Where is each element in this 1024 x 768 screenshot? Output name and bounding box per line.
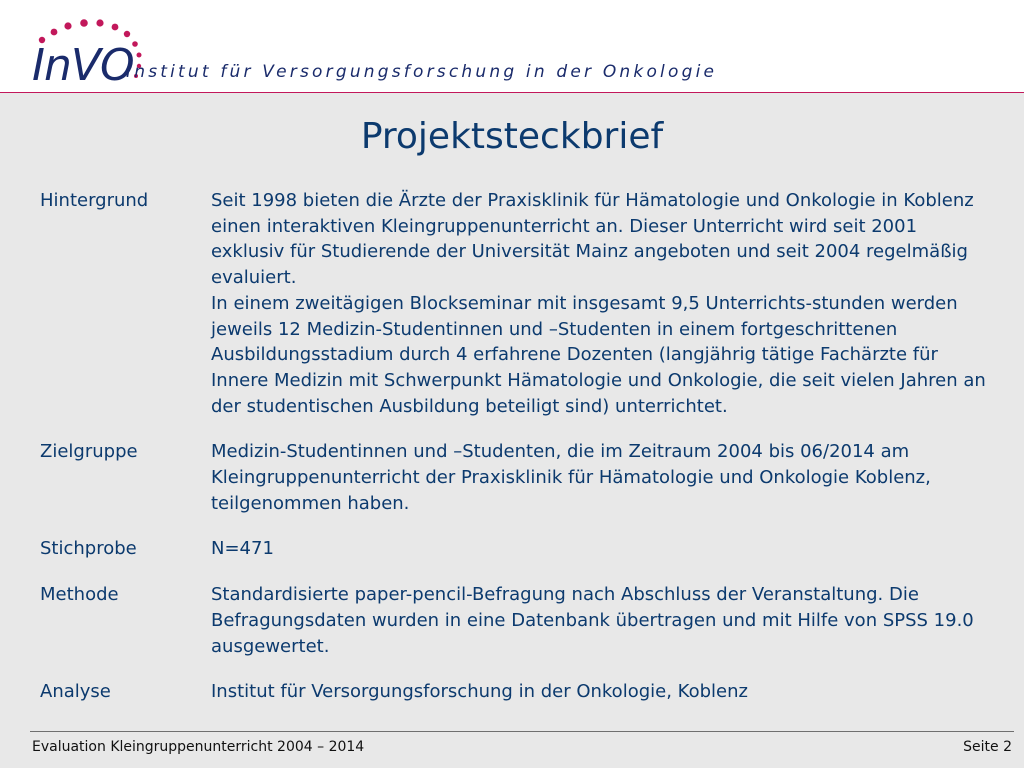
- row-analyse: [40, 679, 990, 705]
- row-label: Zielgruppe: [40, 441, 138, 463]
- page-title: Projektsteckbrief: [360, 116, 664, 157]
- row-label: Analyse: [40, 681, 111, 703]
- row-paragraph: Standardisierte paper-pencil-Befragung nach Abschluss der Veranstaltung. Die Befragungsdaten wurden in eine Datenbank übertragen und mit Hilfe von SPSS 19.0 ausgewertet.: [211, 584, 974, 657]
- row-paragraph: N=471: [211, 538, 274, 560]
- row-zielgruppe: [40, 439, 990, 516]
- profile-table: [40, 188, 990, 725]
- footer-divider: [30, 731, 1014, 732]
- footer-title: Evaluation Kleingruppenunterricht 2004 – 2014: [32, 739, 365, 755]
- row-label: Hintergrund: [40, 190, 149, 211]
- row-paragraph: Institut für Versorgungsforschung in der Onkologie, Koblenz: [211, 681, 748, 703]
- row-text: [211, 582, 990, 659]
- row-text: [211, 536, 990, 562]
- header: [0, 0, 1024, 93]
- row-label: Stichprobe: [40, 538, 137, 560]
- row-text: [211, 679, 990, 705]
- row-paragraph: Medizin-Studentinnen und –Studenten, die im Zeitraum 2004 bis 06/2014 am Kleingruppenunterricht der Praxisklinik für Hämatologie und Onkologie Koblenz, teilgenommen haben.: [211, 441, 931, 514]
- institute-name: Institut für Versorgungsforschung in der Onkologie: [126, 62, 718, 82]
- logo-text: InVO: [32, 40, 134, 86]
- row-paragraph: In einem zweitägigen Blockseminar mit insgesamt 9,5 Unterrichts-stunden werden jeweils 12 Medizin-Studentinnen und –Studenten in einem fortgeschrittenen Ausbildungsstadium durch 4 erfahrene Dozenten (langjährig tätige Fachärzte für Innere Medizin mit Schwerpunkt Hämatologie und Onkologie, die seit vielen Jahren an der studentischen Ausbildung beteiligt sind) unterrichtet.: [211, 292, 986, 417]
- row-methode: [40, 582, 990, 659]
- row-label: Methode: [40, 584, 119, 606]
- row-text: [211, 439, 990, 516]
- row-stichprobe: [40, 536, 990, 562]
- page-number: Seite 2: [963, 739, 1012, 755]
- row-paragraph: Seit 1998 bieten die Ärzte der Praxisklinik für Hämatologie und Onkologie in Koblenz einen interaktiven Kleingruppenunterricht an. Dieser Unterricht wird seit 2001 exklusiv für Studierende der Universität Mainz angeboten und seit 2004 regelmäßig evaluiert.: [211, 190, 974, 289]
- row-text: [211, 188, 990, 419]
- row-hintergrund: [40, 188, 990, 419]
